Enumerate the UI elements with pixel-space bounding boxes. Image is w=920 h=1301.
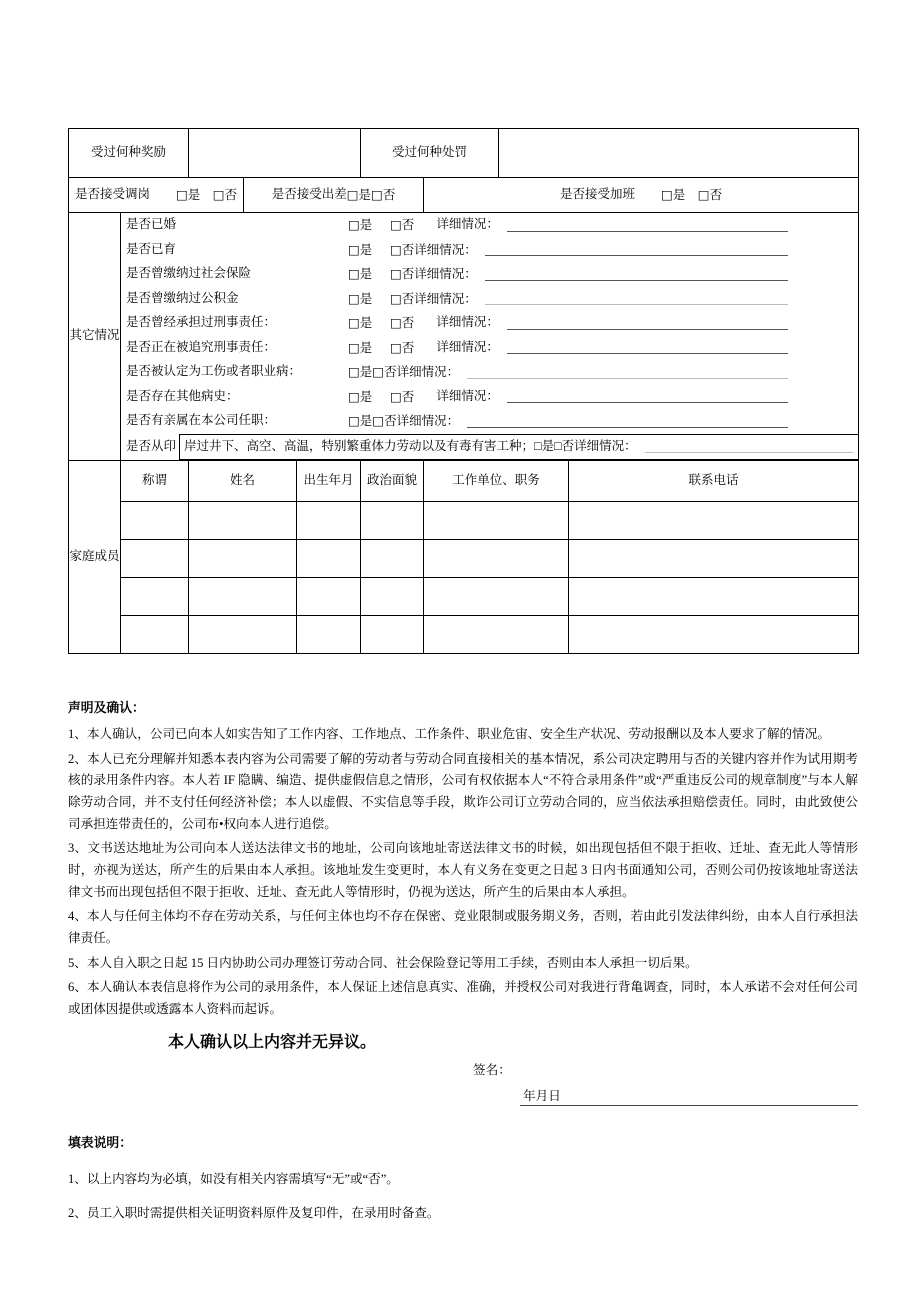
- accept-transfer-cell[interactable]: [69, 178, 244, 213]
- family-cell-relation[interactable]: [121, 577, 189, 615]
- other-situation-row: [121, 213, 858, 238]
- checkbox-no[interactable]: □否: [390, 217, 415, 233]
- table-row: [69, 539, 859, 577]
- family-cell-name[interactable]: [189, 539, 297, 577]
- special-row-boxed-label: 岸过井下、高空、高温，特别繁重体力劳动以及有毒有害工种；□是□否详细情况：: [184, 438, 637, 453]
- family-cell-relation[interactable]: [121, 539, 189, 577]
- other-situation-question: 是否已婚: [126, 217, 177, 232]
- family-cell-political[interactable]: [361, 577, 424, 615]
- family-cell-name[interactable]: [189, 615, 297, 653]
- other-situation-row-special: [121, 434, 858, 460]
- detail-input-line[interactable]: [507, 341, 788, 354]
- family-cell-birth[interactable]: [297, 577, 361, 615]
- family-cell-relation[interactable]: [121, 615, 189, 653]
- checkbox-no[interactable]: □否详细情况：: [390, 290, 477, 306]
- declaration-item-5: 5、本人自入职之日起 15 日内协助公司办理签订劳动合同、社会保险登记等用工手续，否则由本人承担一切后果。: [68, 955, 698, 970]
- family-cell-phone[interactable]: [569, 615, 859, 653]
- declaration-heading: 声明及确认：: [68, 701, 145, 715]
- family-cell-birth[interactable]: [297, 615, 361, 653]
- row-accept-conditions: [69, 178, 859, 213]
- other-situation-row: [121, 360, 858, 385]
- accept-travel-label: 是否接受出差: [271, 187, 347, 202]
- instructions-heading: 填表说明：: [68, 1136, 132, 1150]
- detail-input-line[interactable]: [467, 415, 788, 428]
- reward-value[interactable]: [189, 129, 361, 178]
- row-family-header: [69, 460, 859, 501]
- family-cell-relation[interactable]: [121, 501, 189, 539]
- table-row: [69, 577, 859, 615]
- checkbox-no[interactable]: □否详细情况：: [390, 266, 477, 282]
- detail-label: 详细情况：: [436, 388, 499, 403]
- confirmation-statement: 本人确认以上内容并无异议。: [168, 1033, 377, 1051]
- family-header-phone: 联系电话: [569, 460, 859, 501]
- employee-info-table: [68, 128, 859, 654]
- checkbox-yes[interactable]: □是: [348, 217, 373, 233]
- family-cell-birth[interactable]: [297, 539, 361, 577]
- table-row: [69, 615, 859, 653]
- other-situations-label: 其它情况: [69, 213, 121, 461]
- table-row: [69, 501, 859, 539]
- family-header-relation: 称谓: [121, 460, 189, 501]
- date-underline[interactable]: [520, 1105, 858, 1106]
- other-situation-question: 是否正在被追究刑事责任：: [126, 339, 277, 354]
- detail-label: 详细情况：: [436, 217, 499, 232]
- date-row: [68, 1086, 858, 1114]
- row-reward-punishment: [69, 129, 859, 178]
- checkbox-yes[interactable]: □是: [348, 315, 373, 331]
- other-situation-question: 是否有亲属在本公司任职：: [126, 413, 277, 428]
- other-situation-row: [121, 287, 858, 312]
- other-situation-question: 是否被认定为工伤或者职业病：: [126, 364, 302, 379]
- declaration-section: [68, 697, 858, 1114]
- declaration-item-4: 4、本人与任何主体均不存在劳动关系，与任何主体也均不存在保密、竞业限制或服务期义务，否则，若由此引发法律纠纷，由本人自行承担法律责任。: [68, 909, 858, 945]
- family-cell-phone[interactable]: [569, 539, 859, 577]
- checkbox-yes[interactable]: □是: [348, 290, 373, 306]
- family-header-name: 姓名: [189, 460, 297, 501]
- detail-input-line[interactable]: [507, 390, 788, 403]
- accept-overtime-label: 是否接受加班: [559, 187, 635, 202]
- detail-input-line[interactable]: [485, 243, 788, 256]
- other-situation-row: [121, 311, 858, 336]
- date-label: 年月日: [523, 1089, 561, 1104]
- family-cell-birth[interactable]: [297, 501, 361, 539]
- checkbox-group[interactable]: □是□否详细情况：: [348, 413, 460, 429]
- instructions-item-1: 1、以上内容均为必填，如没有相关内容需填写“无”或“否”。: [68, 1171, 399, 1186]
- detail-label: 详细情况：: [436, 339, 499, 354]
- accept-transfer-options[interactable]: □是 □否: [175, 187, 238, 203]
- declaration-item-6: 6、本人确认本表信息将作为公司的录用条件，本人保证上述信息真实、准确，并授权公司对我进行背亀调查，同时，本人承诺不会对任何公司或团体因提供或透露本人资料而起诉。: [68, 980, 858, 1016]
- detail-input-line[interactable]: [485, 292, 788, 305]
- family-header-employer: 工作单位、职务: [424, 460, 569, 501]
- punishment-value[interactable]: [499, 129, 859, 178]
- instructions-section: [68, 1133, 858, 1238]
- other-situation-question: 是否已育: [126, 241, 177, 256]
- accept-overtime-options[interactable]: □是 □否: [660, 187, 723, 203]
- other-situation-question: 是否曾缴纳过社会保险: [126, 266, 252, 281]
- accept-overtime-cell[interactable]: [424, 178, 859, 213]
- family-cell-political[interactable]: [361, 615, 424, 653]
- accept-travel-cell[interactable]: [244, 178, 424, 213]
- declaration-item-3: 3、文书送达地址为公司向本人送达法律文书的地址，公司向该地址寄送法律文书的时候，如出现包括但不限于拒收、迁址、查无此人等情形时，亦视为送达，所产生的后果由本人承担。该地址发生变更时，本人有义务在变更之日起 3 日内书面通知公司，否则公司仍按该地址寄送法律文书而出现包括但不限于拒收、迁址、查无此人等情形时，仍视为送达，所产生的后果由本人承担。: [68, 841, 858, 899]
- family-header-political: 政治面貌: [361, 460, 424, 501]
- other-situation-row: [121, 238, 858, 263]
- other-situation-row: [121, 336, 858, 361]
- instructions-item-2: 2、员工入职时需提供相关证明资料原件及复印件，在录用时备查。: [68, 1206, 440, 1221]
- other-situation-question: 是否存在其他病史：: [126, 388, 239, 403]
- other-situations-list: [121, 213, 858, 460]
- other-situation-row: [121, 409, 858, 434]
- family-cell-phone[interactable]: [569, 501, 859, 539]
- checkbox-no[interactable]: □否: [390, 339, 415, 355]
- family-cell-employer[interactable]: [424, 539, 569, 577]
- other-situation-row: [121, 385, 858, 410]
- checkbox-no[interactable]: □否: [390, 315, 415, 331]
- family-cell-political[interactable]: [361, 539, 424, 577]
- accept-travel-options[interactable]: □是□否: [346, 187, 396, 203]
- special-row-boxed-text[interactable]: [179, 434, 859, 460]
- detail-input-line[interactable]: [467, 366, 788, 379]
- declaration-item-2: 2、本人已充分理解并知悉本表内容为公司需要了解的劳动者与劳动合同直接相关的基本情况，系公司决定聘用与否的关键内容并作为试用期考核的录用条件内容。本人若 IF 隐瞒、编造、提供虚假信息之情形，公司有权依据本人“不符合录用条件”或“严重违反公司的规章制度”与本人解除劳动合同，并不支付任何经济补偿；本人以虚假、不实信息等手段，欺诈公司订立劳动合同的，应当依法承担赔偿责任。同时，由此致使公司承担连带责任的，公司布•权向本人进行追偿。: [68, 751, 858, 831]
- other-situation-question: 是否曾经承担过刑事责任：: [126, 315, 277, 330]
- checkbox-no[interactable]: □否: [390, 388, 415, 404]
- checkbox-group[interactable]: □是□否详细情况：: [348, 364, 460, 380]
- checkbox-yes[interactable]: □是: [348, 241, 373, 257]
- special-row-input-line[interactable]: [645, 440, 853, 453]
- family-cell-phone[interactable]: [569, 577, 859, 615]
- detail-input-line[interactable]: [485, 268, 788, 281]
- signature-label: 签名：: [473, 1063, 511, 1078]
- accept-transfer-label: 是否接受调岗: [74, 187, 150, 202]
- checkbox-no[interactable]: □否详细情况：: [390, 241, 477, 257]
- family-cell-name[interactable]: [189, 501, 297, 539]
- checkbox-yes[interactable]: □是: [348, 266, 373, 282]
- punishment-label: 受过何种处罚: [361, 129, 499, 178]
- family-header-birth: 出生年月: [297, 460, 361, 501]
- special-row-prefix: 是否从印: [126, 438, 177, 453]
- detail-input-line[interactable]: [507, 317, 788, 330]
- other-situations-body: [121, 213, 859, 461]
- checkbox-yes[interactable]: □是: [348, 339, 373, 355]
- other-situation-question: 是否曾缴纳过公积金: [126, 290, 239, 305]
- family-cell-name[interactable]: [189, 577, 297, 615]
- checkbox-yes[interactable]: □是: [348, 388, 373, 404]
- detail-input-line[interactable]: [507, 219, 788, 232]
- family-members-label: 家庭成员: [69, 460, 121, 653]
- other-situation-row: [121, 262, 858, 287]
- row-other-situations: [69, 213, 859, 461]
- family-cell-employer[interactable]: [424, 501, 569, 539]
- signature-row: [68, 1060, 858, 1086]
- family-cell-political[interactable]: [361, 501, 424, 539]
- reward-label: 受过何种奖励: [69, 129, 189, 178]
- family-cell-employer[interactable]: [424, 577, 569, 615]
- detail-label: 详细情况：: [436, 315, 499, 330]
- declaration-item-1: 1、本人确认，公司已向本人如实告知了工作内容、工作地点、工作条件、职业危宙、安全生产状况、劳动报酬以及本人要求了解的情况。: [68, 727, 830, 741]
- family-cell-employer[interactable]: [424, 615, 569, 653]
